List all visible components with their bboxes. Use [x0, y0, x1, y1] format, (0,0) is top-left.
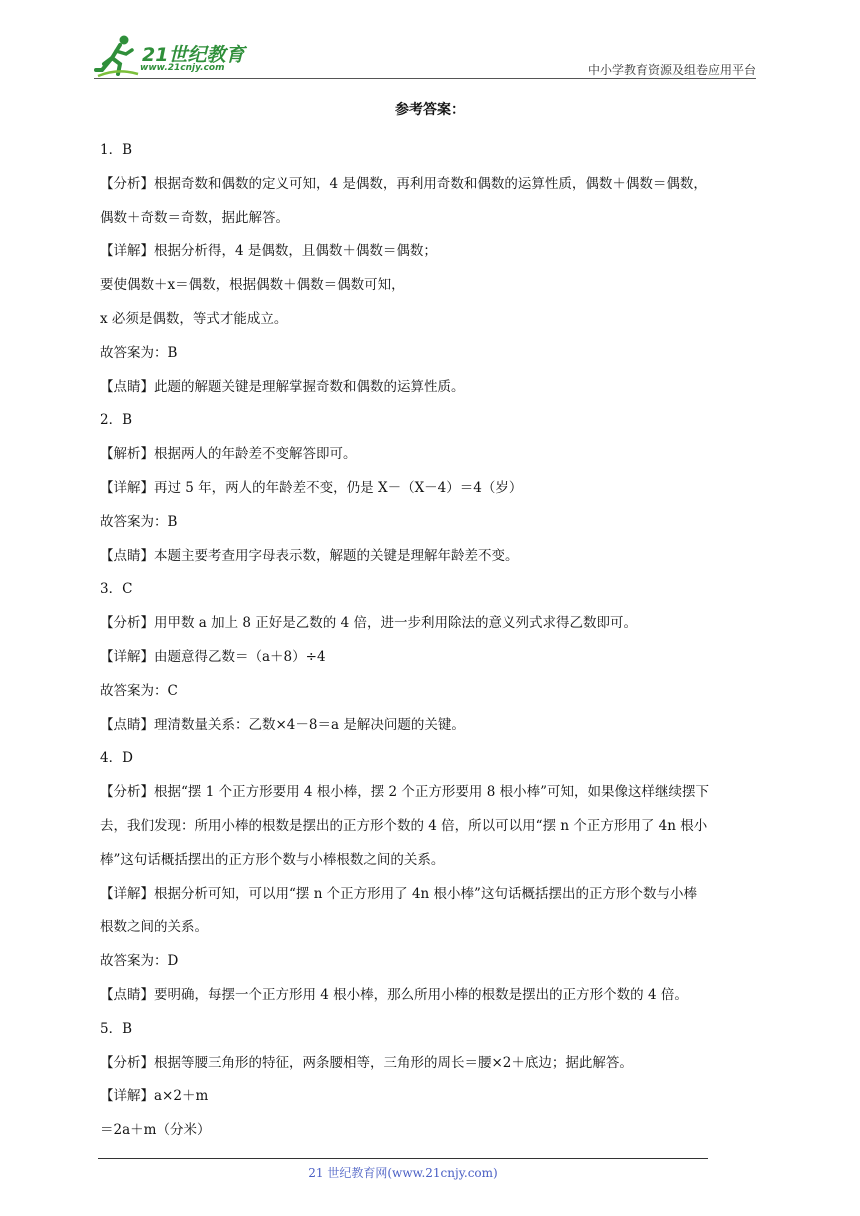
answer-line: 【分析】根据奇数和偶数的定义可知，4 是偶数，再利用奇数和偶数的运算性质，偶数＋偶数＝偶数，: [100, 175, 707, 192]
answer-line: 【详解】再过 5 年，两人的年龄差不变，仍是 X－（X－4）＝4（岁）: [100, 479, 523, 496]
answer-line: 【详解】根据分析得，4 是偶数，且偶数＋偶数＝偶数；: [100, 243, 437, 260]
answer-line: 故答案为：B: [100, 344, 178, 361]
answer-line: 【分析】根据“摆 1 个正方形要用 4 根小棒，摆 2 个正方形要用 8 根小棒”可知，如果像这样继续摆下: [100, 784, 709, 801]
answer-line: x 必须是偶数，等式才能成立。: [100, 310, 288, 327]
answer-line: 1．B: [100, 142, 133, 158]
answer-line: 故答案为：D: [100, 953, 179, 970]
answer-line: 2．B: [100, 412, 133, 429]
answer-line: 【点睛】本题主要考查用字母表示数，解题的关键是理解年龄差不变。: [100, 547, 519, 564]
site-logo: [94, 34, 264, 80]
running-figure-icon: [94, 34, 140, 78]
page-title: 参考答案：: [395, 102, 465, 118]
answer-line: 3．C: [100, 581, 133, 598]
answer-content: [100, 100, 760, 1148]
answer-line: 根数之间的关系。: [100, 919, 208, 936]
footer-divider: [98, 1158, 708, 1159]
logo-url: www.21cnjy.com: [140, 63, 225, 73]
answer-line: 偶数＋奇数＝奇数，据此解答。: [100, 209, 289, 226]
answer-line: 【分析】用甲数 a 加上 8 正好是乙数的 4 倍，进一步利用除法的意义列式求得乙数即可。: [100, 615, 637, 632]
answer-lines: [100, 134, 760, 1148]
answer-line: 故答案为：B: [100, 513, 178, 530]
answer-line: 【分析】根据等腰三角形的特征，两条腰相等，三角形的周长＝腰×2＋底边；据此解答。: [100, 1054, 633, 1071]
answer-line: ＝2a＋m（分米）: [100, 1122, 211, 1139]
answer-line: 4．D: [100, 750, 133, 767]
answer-line: 故答案为：C: [100, 682, 178, 699]
page-footer: 21 世纪教育网(www.21cnjy.com): [308, 1166, 498, 1180]
answer-line: 要使偶数＋x＝偶数，根据偶数＋偶数＝偶数可知，: [100, 277, 405, 294]
answer-line: 【详解】由题意得乙数＝（a＋8）÷4: [100, 648, 326, 665]
answer-line: 【点睛】要明确，每摆一个正方形用 4 根小棒，那么所用小棒的根数是摆出的正方形个数的 4 倍。: [100, 986, 688, 1003]
answer-line: 【点睛】此题的解题关键是理解掌握奇数和偶数的运算性质。: [100, 378, 465, 395]
answer-line: 5．B: [100, 1020, 133, 1037]
answer-line: 【详解】根据分析可知，可以用“摆 n 个正方形用了 4n 根小棒”这句话概括摆出的正方形个数与小棒: [100, 885, 697, 902]
answer-line: 去，我们发现：所用小棒的根数是摆出的正方形个数的 4 倍，所以可以用“摆 n 个正方形用了 4n 根小: [100, 817, 708, 834]
answer-line: 【详解】a×2＋m: [100, 1088, 209, 1105]
page-header: [0, 0, 860, 90]
answer-line: 棒”这句话概括摆出的正方形个数与小棒根数之间的关系。: [100, 851, 445, 868]
platform-name: 中小学教育资源及组卷应用平台: [587, 63, 756, 77]
logo-text: 21世纪教育: [142, 44, 245, 66]
answer-line: 【解析】根据两人的年龄差不变解答即可。: [100, 446, 357, 463]
answer-line: 【点睛】理清数量关系：乙数×4－8＝a 是解决问题的关键。: [100, 716, 465, 733]
header-divider: [94, 78, 756, 79]
